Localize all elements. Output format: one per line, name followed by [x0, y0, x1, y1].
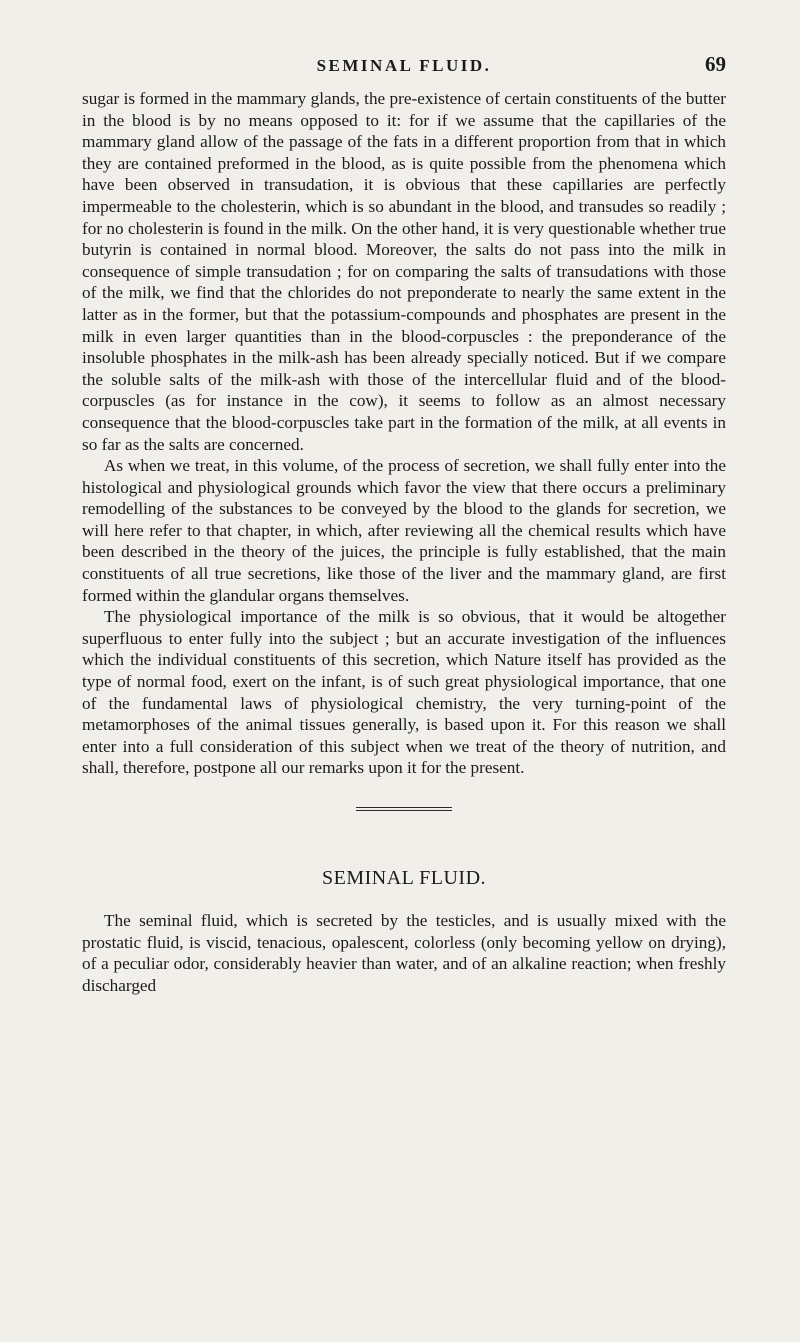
paragraph-physiological-importance: The physiological importance of the milk is so obvious, that it would be altogether superfluous to enter fully into the subject ; but an accurate investigation of the influences which the individual constituents of this secretion, which Nature itself has provided as the type of normal food, exert on the infant, is of such great physiological importance, that one of the fundamental laws of physiological chemistry, the very turning-point of the metamorphoses of the animal tissues generally, is based upon it. For this reason we shall enter into a full consideration of this subject when we treat of the theory of nutrition, and shall, therefore, postpone all our remarks upon it for the present.: [82, 607, 726, 778]
body-text: [82, 88, 726, 779]
section-heading: SEMINAL FLUID.: [321, 867, 487, 889]
paragraph-seminal-fluid: The seminal fluid, which is secreted by the testicles, and is usually mixed with the prostatic fluid, is viscid, tenacious, opalescent, colorless (only becoming yellow on drying), of a peculiar odor, considerably heavier than water, and of an alkaline reaction; when freshly discharged: [82, 911, 726, 995]
running-head: [82, 52, 726, 86]
book-page: [82, 52, 726, 996]
paragraph-secretion: As when we treat, in this volume, of the process of secretion, we shall fully enter into the histological and physiological grounds which favor the view that there occurs a preliminary remodelling of the substances to be conveyed by the blood to the glands for secretion, we will here refer to that chapter, in which, after reviewing all the chemical results which have been described in the theory of the juices, the principle is fully established, that the main constituents of all true secretions, like those of the liver and the mammary gland, are first formed within the glandular organs themselves.: [82, 456, 726, 605]
page-number: 69: [705, 52, 726, 76]
section-divider-rule: [356, 807, 452, 811]
running-head-title: SEMINAL FLUID.: [316, 56, 492, 75]
paragraph-continuation: sugar is formed in the mammary glands, the pre-existence of certain constituents of the butter in the blood is by no means opposed to it: for if we assume that the capillaries of the mammary gland allow of the passage of the fats in a different proportion from that in which they are contained preformed in the blood, as is quite possible from the phenomena which have been observed in transudation, it is obvious that these capillaries are perfectly impermeable to the cholesterin, which is so abundant in the blood, and transudes so readily ; for no cholesterin is found in the milk. On the other hand, it is very questionable whether true butyrin is contained in normal blood. Moreover, the salts do not pass into the milk in consequence of simple transudation ; for on comparing the salts of transudations with those of the milk, we find that the chlorides do not preponderate to nearly the same extent in the latter as in the former, but that the potassium-compounds and phosphates are present in the milk in even larger quantities than in the blood-corpuscles : the preponderance of the insoluble phosphates in the milk-ash has been already specially noticed. But if we compare the soluble salts of the milk-ash with those of the intercellular fluid and of the blood-corpuscles (as for instance in the cow), it seems to follow as an almost necessary consequence that the blood-corpuscles take part in the formation of the milk, at all events in so far as the salts are concerned.: [82, 89, 726, 454]
